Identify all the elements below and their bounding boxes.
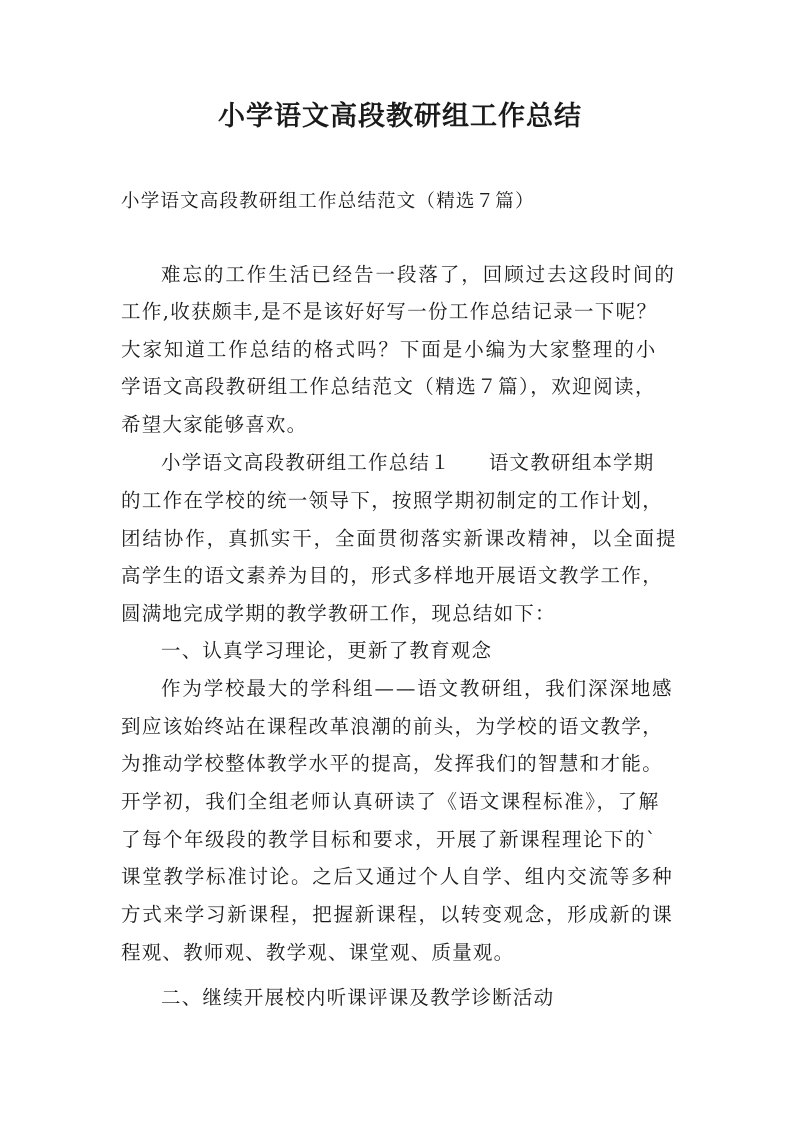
paragraph-line: 团结协作，真抓实干，全面贯彻落实新课改精神，以全面提 xyxy=(121,527,678,550)
section-heading: 二、继续开展校内听课评课及教学诊断活动 xyxy=(161,986,555,1009)
paragraph-line: 为推动学校整体教学水平的提高，发挥我们的智慧和才能。 xyxy=(121,752,664,775)
paragraph-line: 工作,收获颇丰,是不是该好好写一份工作总结记录一下呢？ xyxy=(121,300,658,323)
paragraph-line: 开学初，我们全组老师认真研读了《语文课程标准》，了解 xyxy=(121,790,660,813)
paragraph-line: 到应该始终站在课程改革浪潮的前头，为学校的语文教学， xyxy=(121,715,664,738)
paragraph-line: 高学生的语文素养为目的，形式多样地开展语文教学工作， xyxy=(121,564,664,587)
paragraph-line: 难忘的工作生活已经告一段落了，回顾过去这段时间的 xyxy=(161,263,676,286)
section-heading-1: 小学语文高段教研组工作总结１ xyxy=(161,451,451,474)
paragraph-line: 程观、教师观、教学观、课堂观、质量观。 xyxy=(121,941,515,964)
document-subtitle: 小学语文高段教研组工作总结范文（精选７篇） xyxy=(121,191,535,212)
paragraph-line: 的工作在学校的统一领导下，按照学期初制定的工作计划， xyxy=(121,489,664,512)
paragraph-start: 语文教研组本学期 xyxy=(488,451,655,474)
section-heading-line xyxy=(161,449,654,477)
paragraph-line: 作为学校最大的学科组——语文教研组，我们深深地感 xyxy=(161,677,674,700)
paragraph-line: 大家知道工作总结的格式吗？下面是小编为大家整理的小 xyxy=(121,338,658,361)
paragraph-line: 希望大家能够喜欢。 xyxy=(121,413,308,436)
paragraph-line: 圆满地完成学期的教学教研工作，现总结如下： xyxy=(121,602,556,625)
paragraph-line: 学语文高段教研组工作总结范文（精选７篇），欢迎阅读， xyxy=(121,375,656,398)
paragraph-line: 方式来学习新课程，把握新课程，以转变观念，形成新的课 xyxy=(121,903,674,926)
section-heading: 一、认真学习理论，更新了教育观念 xyxy=(161,639,493,662)
document-title: 小学语文高段教研组工作总结 xyxy=(218,101,582,132)
paragraph-line: 课堂教学标准讨论。之后又通过个人自学、组内交流等多种 xyxy=(121,865,674,888)
paragraph-line: 了每个年级段的教学目标和要求，开展了新课程理论下的` xyxy=(121,828,658,851)
